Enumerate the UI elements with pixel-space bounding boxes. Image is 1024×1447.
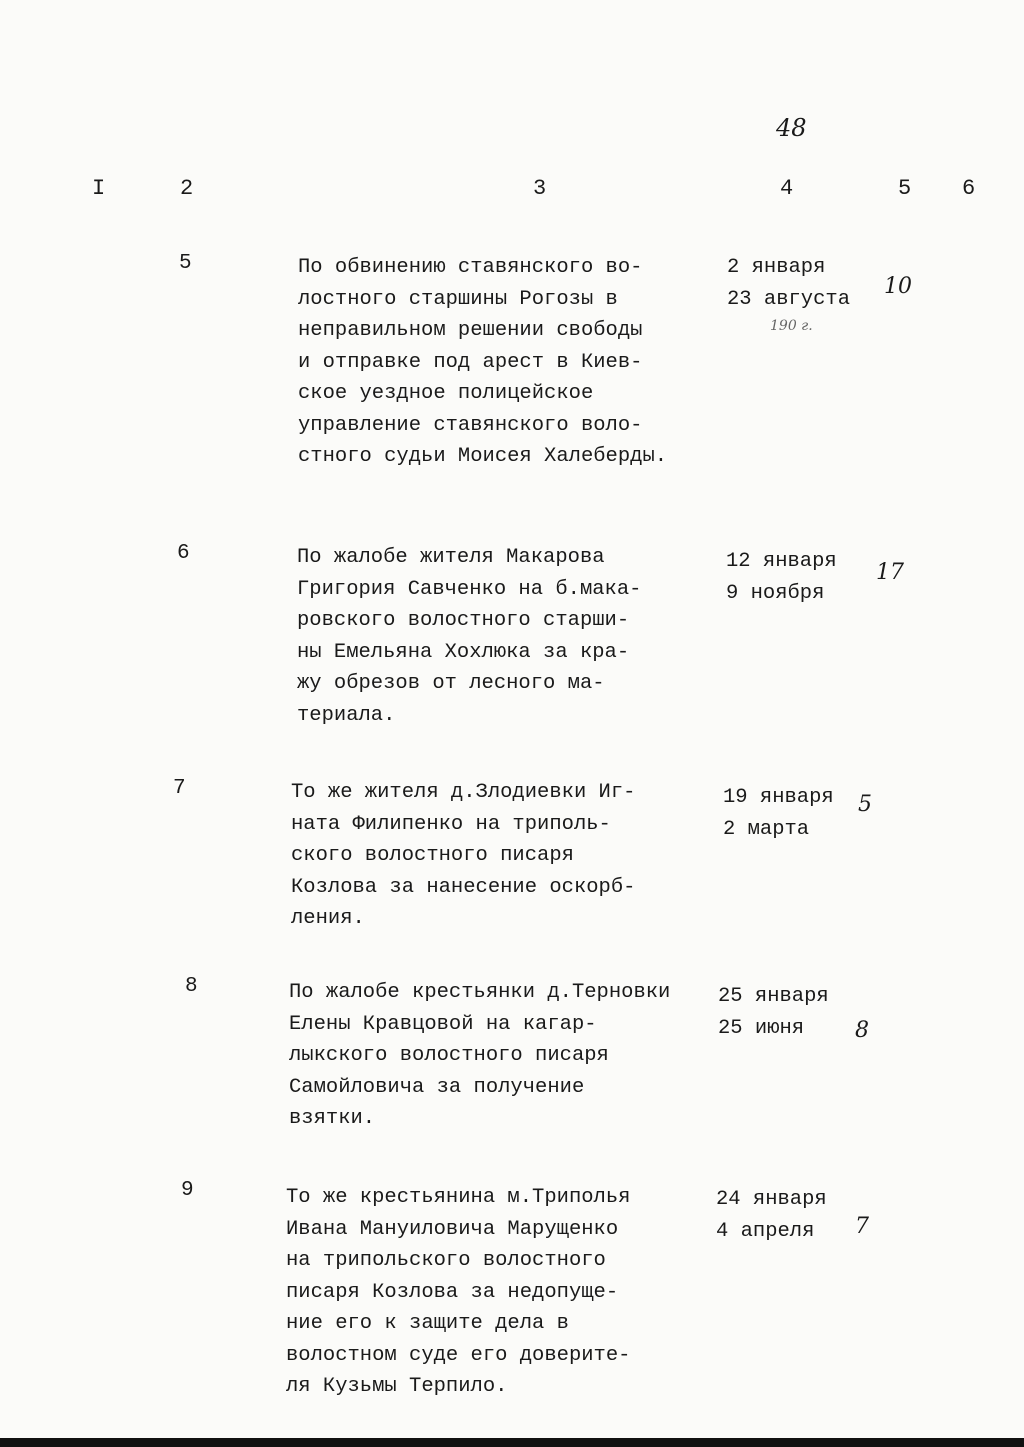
row-number: 6 — [177, 542, 190, 565]
column-header-4: 4 — [780, 176, 794, 201]
row-date-note: 190 г. — [770, 318, 813, 334]
column-header-2: 2 — [180, 176, 194, 201]
page-number: 48 — [776, 114, 807, 142]
row-description: То же крестьянина м.Триполья Ивана Мануиловича Марущенко на трипольского волостного писаря Козлова за недопуще- ние его к защите дела в волостном суде его доверите- ля Кузьмы Терпило. — [286, 1186, 631, 1398]
row-sheet-count: 5 — [858, 792, 872, 817]
column-header-6: 6 — [962, 176, 976, 201]
row-dates: 12 января 9 ноября — [726, 550, 837, 605]
row-dates: 2 января 23 августа — [727, 256, 851, 311]
row-dates: 25 января 25 июня — [718, 985, 829, 1040]
row-number: 5 — [179, 252, 192, 275]
page-bottom-edge — [0, 1438, 1024, 1447]
row-sheet-count: 8 — [855, 1018, 869, 1043]
row-number: 7 — [173, 777, 186, 800]
row-dates: 19 января 2 марта — [723, 786, 834, 841]
column-header-1: I — [92, 176, 106, 201]
row-number: 9 — [181, 1179, 194, 1202]
row-description: По жалобе крестьянки д.Терновки Елены Кравцовой на кагар- лыкского волостного писаря Самойловича за получение взятки. — [289, 981, 671, 1130]
row-sheet-count: 10 — [884, 274, 912, 299]
row-description: По жалобе жителя Макарова Григория Савченко на б.мака- ровского волостного старши- ны Емельяна Хохлюка за кра- жу обрезов от лесного ма- териала. — [297, 546, 642, 727]
row-number: 8 — [185, 975, 198, 998]
column-header-3: 3 — [533, 176, 547, 201]
row-sheet-count: 7 — [855, 1214, 869, 1239]
row-dates: 24 января 4 апреля — [716, 1188, 827, 1243]
row-description: По обвинению ставянского во- лостного старшины Рогозы в неправильном решении свободы и отправке под арест в Киев- ское уездное полицейское управление ставянского воло- стного судьи Моисея Халеберды. — [298, 256, 668, 468]
column-header-5: 5 — [898, 176, 912, 201]
row-description: То же жителя д.Злодиевки Иг- ната Филипенко на триполь- ского волостного писаря Козлова за нанесение оскорб- ления. — [291, 781, 636, 930]
row-sheet-count: 17 — [876, 560, 904, 585]
